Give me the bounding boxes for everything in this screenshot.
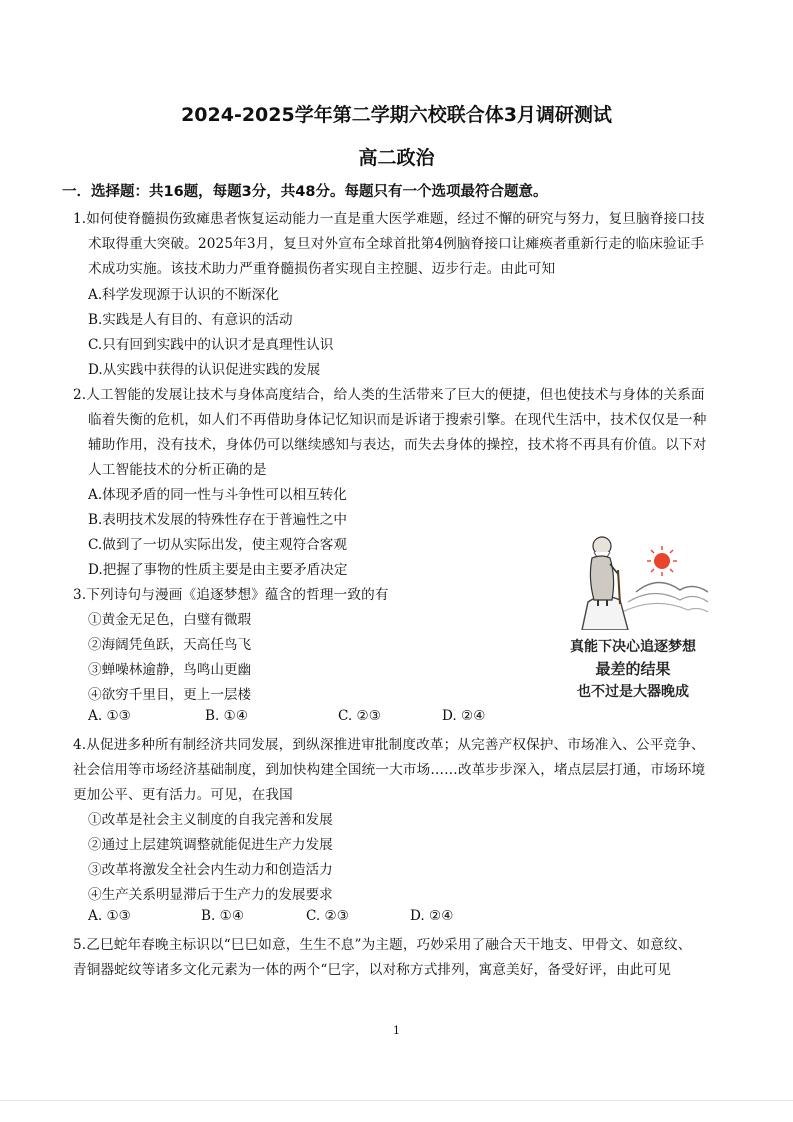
q2-option-c: C.做到了一切从实际出发，使主观符合客观	[88, 537, 347, 553]
page-number: 1	[393, 1024, 400, 1037]
subject-title: 高二政治	[358, 147, 435, 169]
q2-option-d: D.把握了事物的性质主要是由主要矛盾决定	[88, 562, 348, 578]
comic-caption-line-1: 真能下决心追逐梦想	[570, 639, 696, 655]
q1-option-a: A.科学发现源于认识的不断深化	[88, 287, 279, 303]
sun-icon	[654, 553, 670, 569]
q2-option-b: B.表明技术发展的特殊性存在于普遍性之中	[88, 512, 347, 528]
q4-item-2: ②通过上层建筑调整就能促进生产力发展	[88, 837, 333, 853]
q1-line-3: 术成功实施。该技术助力严重脊髓损伤者实现自主控腿、迈步行走。由此可知	[88, 261, 556, 277]
q3-choice-d: D. ②④	[442, 708, 486, 724]
q1-line-1: 1.如何使脊髓损伤致瘫患者恢复运动能力一直是重大医学难题，经过不懈的研究与努力，复旦脑脊接口技	[73, 211, 705, 227]
q4-line-3: 更加公平、更有活力。可见，在我国	[73, 787, 293, 803]
q2-line-1: 2.人工智能的发展让技术与身体高度结合，给人类的生活带来了巨大的便捷，但也使技术与身体的关系面	[73, 387, 705, 403]
exam-title: 2024-2025学年第二学期六校联合体3月调研测试	[181, 104, 612, 126]
page-divider	[0, 1100, 793, 1101]
q2-line-4: 人工智能技术的分析正确的是	[88, 462, 267, 478]
q4-item-3: ③改革将激发全社会内生动力和创造活力	[88, 862, 333, 878]
q3-item-3: ③蝉噪林逾静，鸟鸣山更幽	[88, 662, 252, 678]
q1-line-2: 术取得重大突破。2025年3月，复旦对外宣布全球首批第4例脑脊接口让瘫痪者重新行走的临床验证手	[88, 236, 705, 252]
q4-choice-d: D. ②④	[410, 908, 454, 924]
q4-item-1: ①改革是社会主义制度的自我完善和发展	[88, 812, 333, 828]
q5-line-1: 5.乙巳蛇年春晚主标识以“巳巳如意，生生不息”为主题，巧妙采用了融合天干地支、甲骨文、如意纹、	[73, 937, 692, 953]
comic-chasing-dreams	[558, 530, 708, 710]
q3-choice-c: C. ②③	[338, 708, 381, 724]
q2-line-2: 临着失衡的危机，如人们不再借助身体记忆知识而是诉诸于搜索引擎。在现代生活中，技术仅仅是一种	[88, 412, 707, 428]
q4-line-1: 4.从促进多种所有制经济共同发展，到纵深推进审批制度改革；从完善产权保护、市场准入、公平竞争、	[73, 737, 705, 753]
q3-choice-b: B. ①④	[205, 708, 249, 724]
q4-line-2: 社会信用等市场经济基础制度，到加快构建全国统一大市场……改革步步深入，堵点层层打通，市场环境	[73, 762, 706, 778]
q1-option-b: B.实践是人有目的、有意识的活动	[88, 312, 293, 328]
q4-choice-c: C. ②③	[306, 908, 349, 924]
q4-choice-b: B. ①④	[201, 908, 245, 924]
comic-caption-line-2: 最差的结果	[595, 660, 671, 678]
q2-option-a: A.体现矛盾的同一性与斗争性可以相互转化	[88, 487, 347, 503]
comic-drawing	[558, 530, 708, 630]
q3-item-1: ①黄金无足色，白璧有微瑕	[88, 612, 252, 628]
q1-option-c: C.只有回到实践中的认识才是真理性认识	[88, 337, 334, 353]
q4-choice-a: A. ①③	[88, 908, 131, 924]
q3-stem: 3.下列诗句与漫画《追逐梦想》蕴含的哲理一致的有	[73, 587, 389, 603]
q5-line-2: 青铜器蛇纹等诸多文化元素为一体的两个“巳字，以对称方式排列，寓意美好，备受好评，由此可见	[73, 962, 672, 978]
section-heading: 一．选择题：共16题，每题3分，共48分。每题只有一个选项最符合题意。	[62, 184, 548, 200]
q4-item-4: ④生产关系明显滞后于生产力的发展要求	[88, 887, 333, 903]
q1-option-d: D.从实践中获得的认识促进实践的发展	[88, 362, 321, 378]
q3-item-2: ②海阔凭鱼跃，天高任鸟飞	[88, 637, 252, 653]
q3-item-4: ④欲穷千里目，更上一层楼	[88, 687, 252, 703]
q2-line-3: 辅助作用，没有技术，身体仍可以继续感知与表达，而失去身体的操控，技术将不再具有价值。以下对	[88, 437, 707, 453]
q3-choice-a: A. ①③	[88, 708, 131, 724]
comic-caption-line-3: 也不过是大器晚成	[577, 684, 689, 700]
